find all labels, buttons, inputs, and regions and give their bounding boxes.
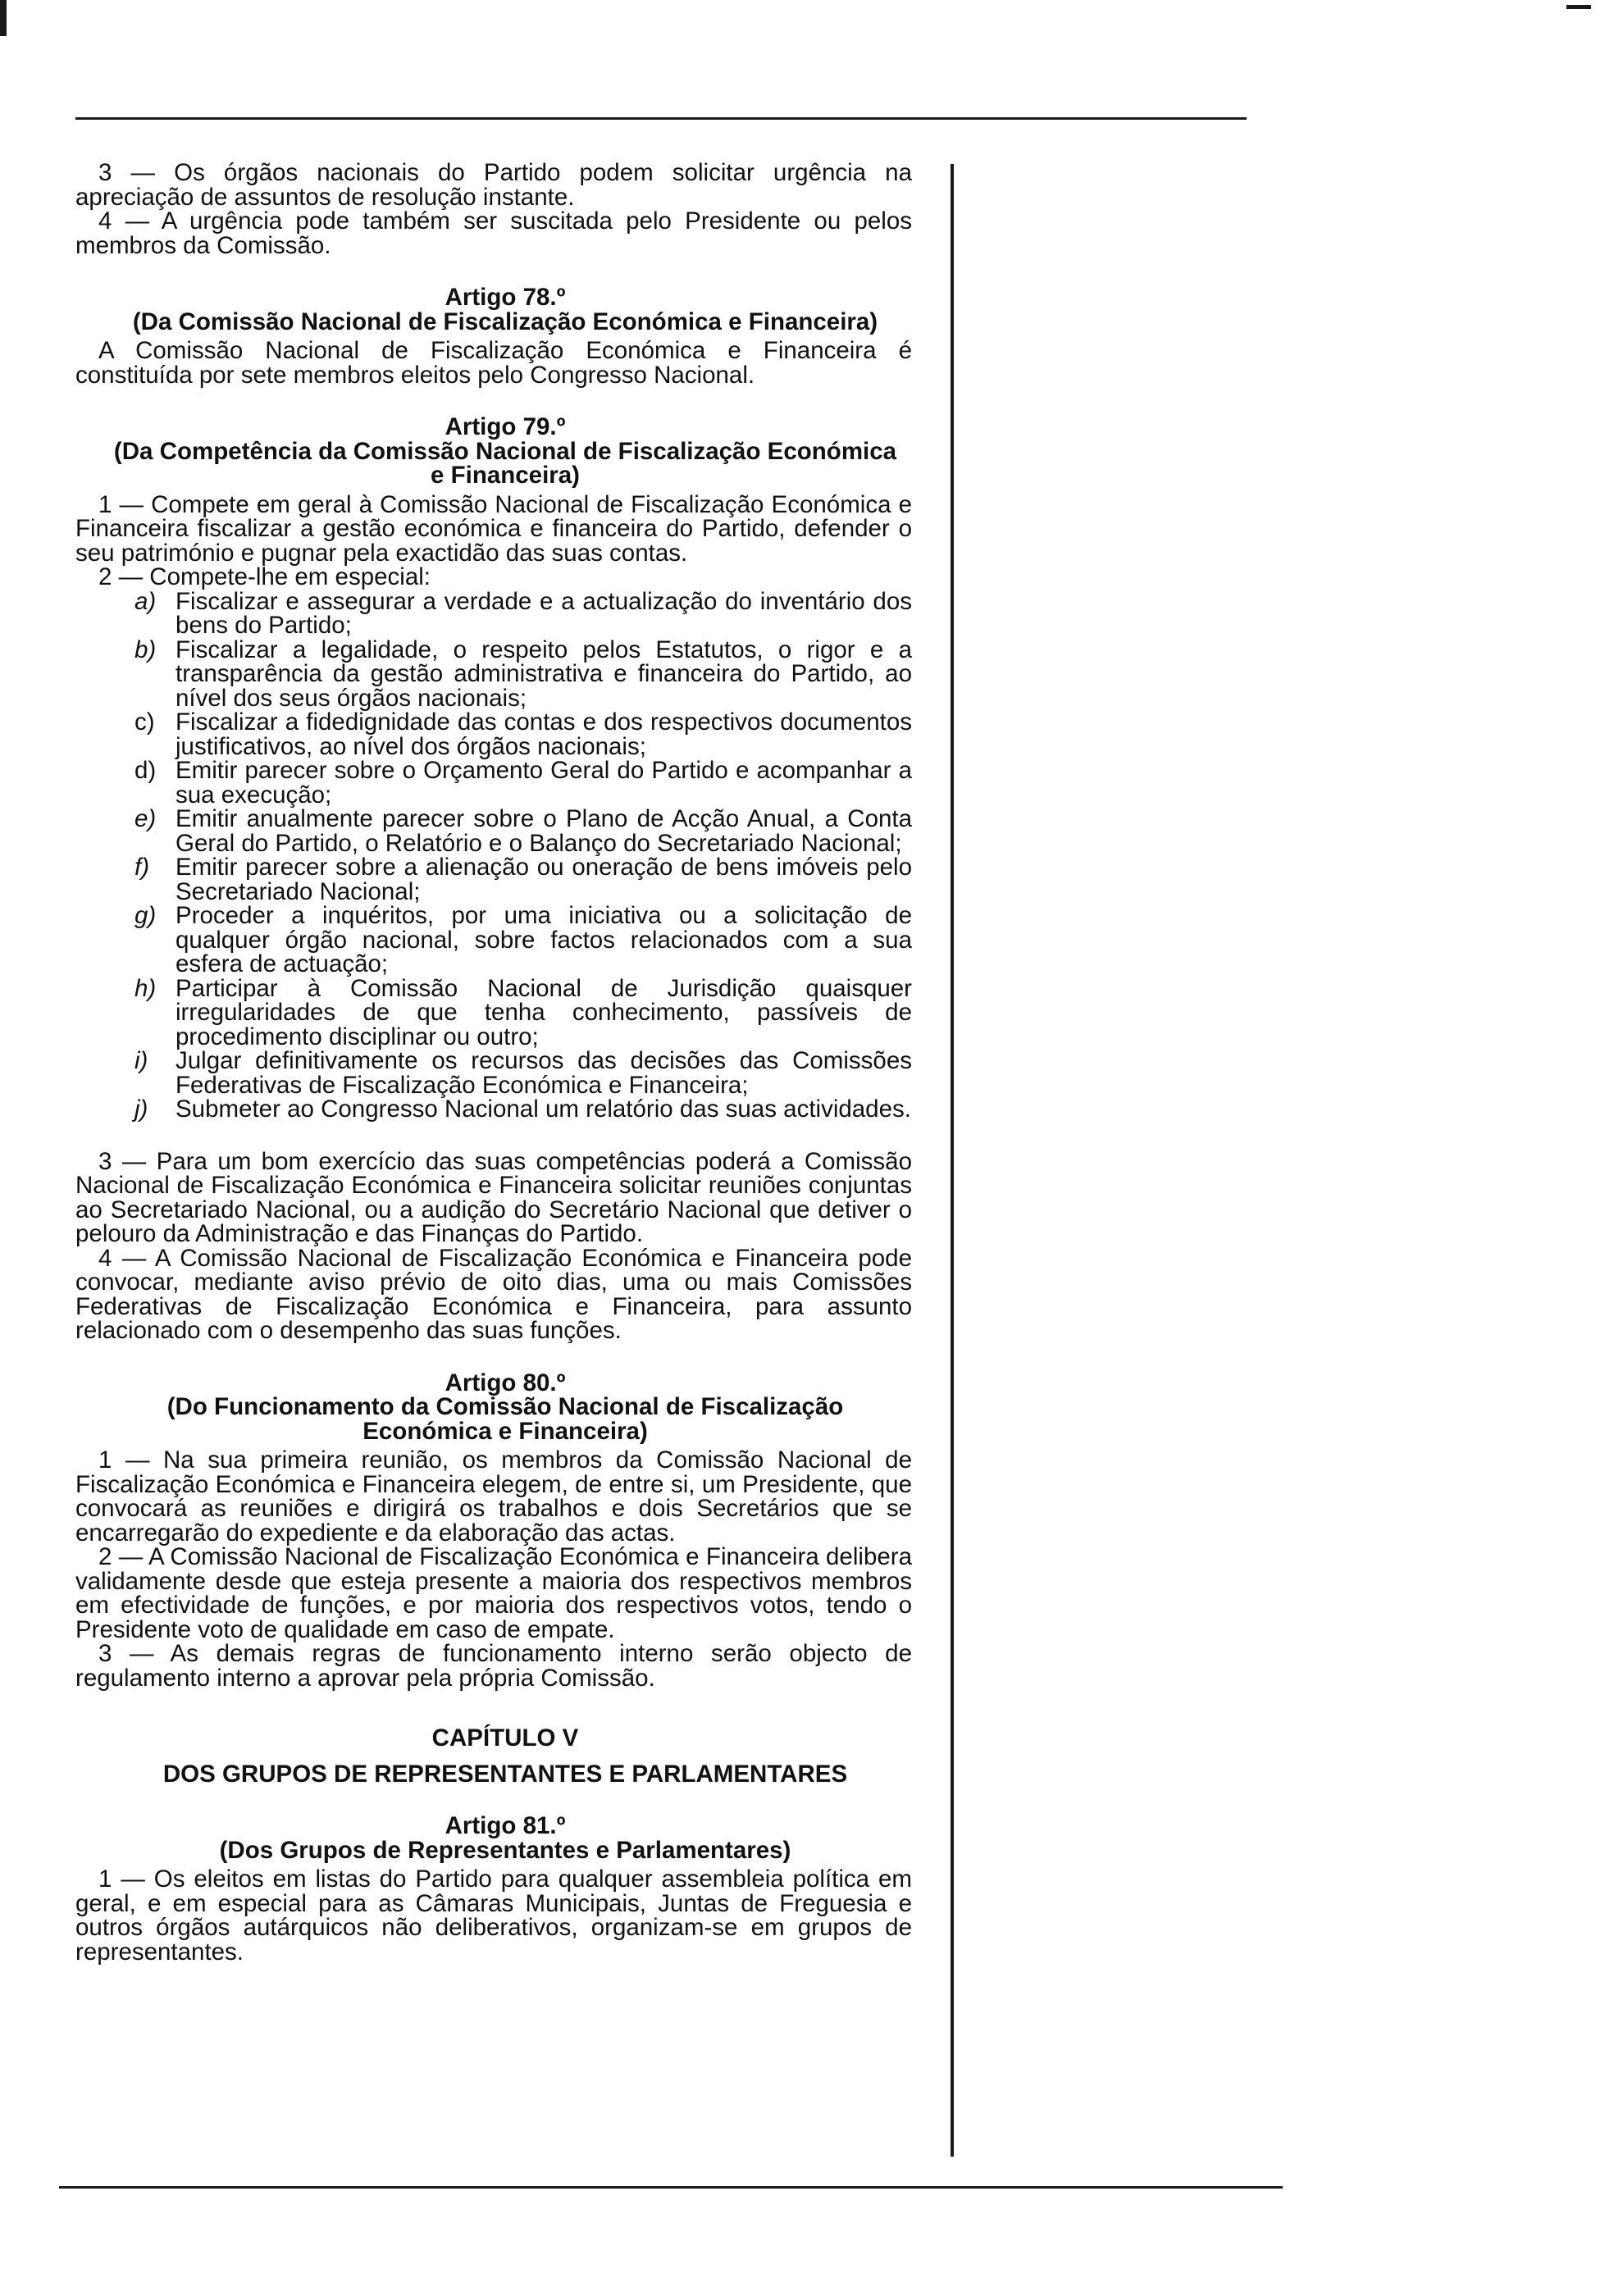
list-item bbox=[134, 638, 912, 711]
article-79-paragraph-3: 3 — Para um bom exercício das suas competências poderá a Comissão Nacional de Fiscalização Económica e Financeira solicitar reuniões conjuntas ao Secretariado Nacional, ou a audição do Secretário Nacional que detiver o pelouro da Administração e das Finanças do Partido. bbox=[75, 1147, 912, 1247]
article-79-title-line2: e Financeira) bbox=[431, 462, 580, 489]
list-item bbox=[134, 807, 912, 855]
article-79-number: Artigo 79.º bbox=[445, 413, 566, 440]
item-text: Emitir parecer sobre o Orçamento Geral do Partido e acompanhar a sua execução; bbox=[176, 757, 912, 809]
scan-corner-mark bbox=[0, 0, 7, 36]
item-marker: a) bbox=[134, 587, 157, 615]
article-81-title: (Dos Grupos de Representantes e Parlamentares) bbox=[219, 1836, 791, 1864]
article-80-paragraph-3: 3 — As demais regras de funcionamento interno serão objecto de regulamento interno a aprovar pela própria Comissão. bbox=[75, 1640, 912, 1692]
text-column bbox=[75, 161, 912, 1964]
article-80-paragraph-2: 2 — A Comissão Nacional de Fiscalização Económica e Financeira delibera validamente desde que esteja presente a maioria dos respectivos membros em efectividade de funções, e por maioria dos respectivos votos, tendo o Presidente voto de qualidade em caso de empate. bbox=[75, 1543, 912, 1643]
list-item bbox=[134, 587, 912, 639]
item-marker: c) bbox=[134, 708, 155, 736]
item-text: Julgar definitivamente os recursos das decisões das Comissões Federativas de Fiscalização Económica e Financeira; bbox=[176, 1047, 912, 1099]
list-item bbox=[134, 758, 912, 807]
item-text: Emitir parecer sobre a alienação ou oneração de bens imóveis pelo Secretariado Nacional; bbox=[176, 854, 912, 905]
item-text: Fiscalizar a fidedignidade das contas e dos respectivos documentos justificativos, ao nível dos órgãos nacionais; bbox=[176, 708, 912, 760]
item-marker: i) bbox=[134, 1047, 148, 1074]
item-marker: j) bbox=[134, 1096, 148, 1123]
top-rule bbox=[75, 117, 1247, 120]
list-item bbox=[134, 904, 912, 977]
article-79-title-line1: (Da Competência da Comissão Nacional de Fiscalização Económica bbox=[113, 437, 897, 465]
scan-edge-mark bbox=[1566, 5, 1591, 9]
item-marker: e) bbox=[134, 805, 157, 832]
item-text: Fiscalizar e assegurar a verdade e a actualização do inventário dos bens do Partido; bbox=[176, 587, 912, 639]
article-79-item-list bbox=[134, 587, 912, 1123]
article-81-paragraph-1: 1 — Os eleitos em listas do Partido para qualquer assembleia política em geral, e em especial para as Câmaras Municipais, Juntas de Freguesia e outros órgãos autárquicos não deliberativos, organizam-se em grupos de representantes. bbox=[75, 1866, 912, 1966]
article-80-title-line2: Económica e Financeira) bbox=[362, 1417, 648, 1445]
item-marker: b) bbox=[134, 636, 157, 663]
item-marker: f) bbox=[134, 854, 150, 881]
item-text: Emitir anualmente parecer sobre o Plano de Acção Anual, a Conta Geral do Partido, o Relatório e o Balanço do Secretariado Nacional; bbox=[176, 805, 912, 857]
list-item bbox=[134, 1049, 912, 1097]
paragraph-urgency-4: 4 — A urgência pode também ser suscitada pelo Presidente ou pelos membros da Comissão. bbox=[75, 207, 912, 259]
item-marker: g) bbox=[134, 902, 157, 929]
article-80-number: Artigo 80.º bbox=[445, 1369, 566, 1396]
item-text: Proceder a inquéritos, por uma iniciativa ou a solicitação de qualquer órgão nacional, sobre factos relacionados com a sua esfera de actuação; bbox=[176, 902, 912, 977]
article-80-title-line1: (Do Funcionamento da Comissão Nacional de Fiscalização bbox=[166, 1393, 844, 1420]
list-item bbox=[134, 974, 912, 1050]
list-item bbox=[134, 1097, 912, 1122]
article-78-title: (Da Comissão Nacional de Fiscalização Económica e Financeira) bbox=[132, 308, 878, 335]
item-text: Fiscalizar a legalidade, o respeito pelos Estatutos, o rigor e a transparência da gestão administrativa e financeira do Partido, ao nível dos seus órgãos nacionais; bbox=[176, 636, 912, 712]
article-78-number: Artigo 78.º bbox=[445, 284, 566, 311]
article-80-paragraph-1: 1 — Na sua primeira reunião, os membros da Comissão Nacional de Fiscalização Económica e Financeira elegem, de entre si, um Presidente, que convocará as reuniões e dirigirá os trabalhos e dois Secretários que se encarregarão do expediente e da elaboração das actas. bbox=[75, 1446, 912, 1547]
article-79-paragraph-2: 2 — Compete-lhe em especial: bbox=[98, 563, 431, 590]
item-marker: h) bbox=[134, 974, 157, 1002]
bottom-rule bbox=[59, 2186, 1283, 2189]
list-item bbox=[134, 710, 912, 758]
article-78-body: A Comissão Nacional de Fiscalização Económica e Financeira é constituída por sete membros eleitos pelo Congresso Nacional. bbox=[75, 337, 912, 389]
chapter-title: DOS GRUPOS DE REPRESENTANTES E PARLAMENTARES bbox=[162, 1760, 848, 1788]
list-item bbox=[134, 855, 912, 904]
item-text: Participar à Comissão Nacional de Jurisdição quaisquer irregularidades de que tenha conhecimento, passíveis de procedimento disciplinar ou outro; bbox=[176, 974, 912, 1050]
article-81-number: Artigo 81.º bbox=[445, 1812, 566, 1839]
item-marker: d) bbox=[134, 757, 157, 784]
paragraph-urgency-3: 3 — Os órgãos nacionais do Partido podem solicitar urgência na apreciação de assuntos de resolução instante. bbox=[75, 159, 912, 211]
column-divider bbox=[951, 164, 954, 2157]
article-79-paragraph-4: 4 — A Comissão Nacional de Fiscalização Económica e Financeira pode convocar, mediante aviso prévio de oito dias, uma ou mais Comissões Federativas de Fiscalização Económica e Financeira, para assunto relacionado com o desempenho das suas funções. bbox=[75, 1244, 912, 1344]
item-text: Submeter ao Congresso Nacional um relatório das suas actividades. bbox=[176, 1096, 911, 1123]
article-79-paragraph-1: 1 — Compete em geral à Comissão Nacional de Fiscalização Económica e Financeira fiscalizar a gestão económica e financeira do Partido, defender o seu património e pugnar pela exactidão das suas contas. bbox=[75, 490, 912, 567]
chapter-number: CAPÍTULO V bbox=[431, 1724, 579, 1752]
